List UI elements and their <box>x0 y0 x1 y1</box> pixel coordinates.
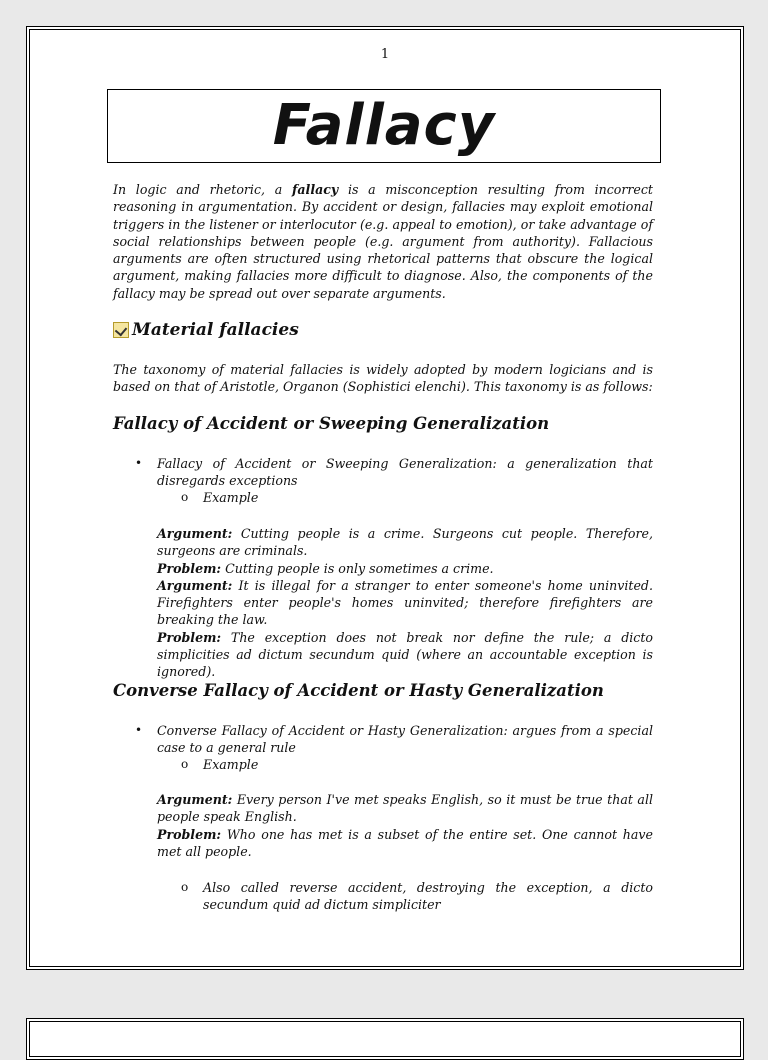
intro-paragraph <box>113 181 653 302</box>
arg-text: Every person I've met speaks English, so it must be true that all people speak English. <box>157 792 653 825</box>
checkmark-bullet-icon <box>113 322 129 338</box>
document-title: Fallacy <box>272 93 496 158</box>
problem-text: Cutting people is only sometimes a crime. <box>221 560 494 576</box>
circle-bullet-icon: o <box>181 880 189 894</box>
title-box <box>107 89 661 163</box>
taxonomy-text: The taxonomy of material fallacies is widely adopted by modern logicians and is based on that of Aristotle, Organon (Sophistici elenchi). This taxonomy is as follows: <box>113 362 653 395</box>
arg-text: Cutting people is a crime. Surgeons cut people. Therefore, surgeons are criminals. <box>157 526 653 559</box>
bullet-dot-icon: • <box>135 723 143 737</box>
bullet-dot-icon: • <box>135 456 143 470</box>
arg-label: Argument: <box>157 577 233 593</box>
problem-label: Problem: <box>157 560 222 576</box>
converse-bullet <box>135 722 653 757</box>
circle-bullet-icon: o <box>181 757 189 771</box>
circle-bullet-icon: o <box>181 490 189 504</box>
arg-label: Argument: <box>157 526 233 541</box>
accident-example-label: Example <box>203 490 259 505</box>
converse-also-item <box>181 879 653 914</box>
intro-bold-term: fallacy <box>291 182 339 197</box>
accident-bullet <box>135 455 653 490</box>
intro-prefix: In logic and rhetoric, a <box>113 182 292 197</box>
arg-text: It is illegal for a stranger to enter someone's home uninvited. Firefighters enter people's homes uninvited; therefore firefighters are breaking the law. <box>157 577 653 628</box>
problem-label: Problem: <box>157 826 222 842</box>
converse-heading: Converse Fallacy of Accident or Hasty Generalization <box>113 681 604 700</box>
accident-example-item <box>181 489 653 506</box>
document-page <box>26 26 744 970</box>
converse-arguments <box>157 791 653 860</box>
problem-text: The exception does not break nor define the rule; a dicto simplicities ad dictum secundum quid (where an accountable exception is ignored). <box>157 629 653 680</box>
taxonomy-paragraph <box>113 361 653 396</box>
material-heading-text: Material fallacies <box>132 320 299 340</box>
converse-also-text: Also called reverse accident, destroying the exception, a dicto secundum quid ad dictum simpliciter <box>203 880 653 913</box>
problem-label: Problem: <box>157 629 222 645</box>
page-number: 1 <box>380 47 390 62</box>
accident-heading: Fallacy of Accident or Sweeping Generalization <box>113 414 550 433</box>
intro-rest: is a misconception resulting from incorrect reasoning in argumentation. By accident or design, fallacies may exploit emotional triggers in the listener or interlocutor (e.g. appeal to emotion), or take advantage of social relationships between people (e.g. argument from authority). Fallacious arguments are often structured using rhetorical patterns that obscure the logical argument, making fallacies more difficult to diagnose. Also, the components of the fallacy may be spread out over separate arguments. <box>113 182 653 301</box>
converse-example-item <box>181 756 653 773</box>
material-fallacies-heading <box>113 319 299 341</box>
arg-label: Argument: <box>157 792 233 807</box>
next-page-edge <box>26 1018 744 1060</box>
accident-arguments <box>157 525 653 681</box>
next-page-border <box>29 1021 741 1057</box>
converse-bullet-text: Converse Fallacy of Accident or Hasty Generalization: argues from a special case to a general rule <box>157 723 653 756</box>
converse-example-label: Example <box>203 757 259 772</box>
accident-bullet-text: Fallacy of Accident or Sweeping Generalization: a generalization that disregards exceptions <box>157 456 653 489</box>
problem-text: Who one has met is a subset of the entire set. One cannot have met all people. <box>157 826 653 859</box>
